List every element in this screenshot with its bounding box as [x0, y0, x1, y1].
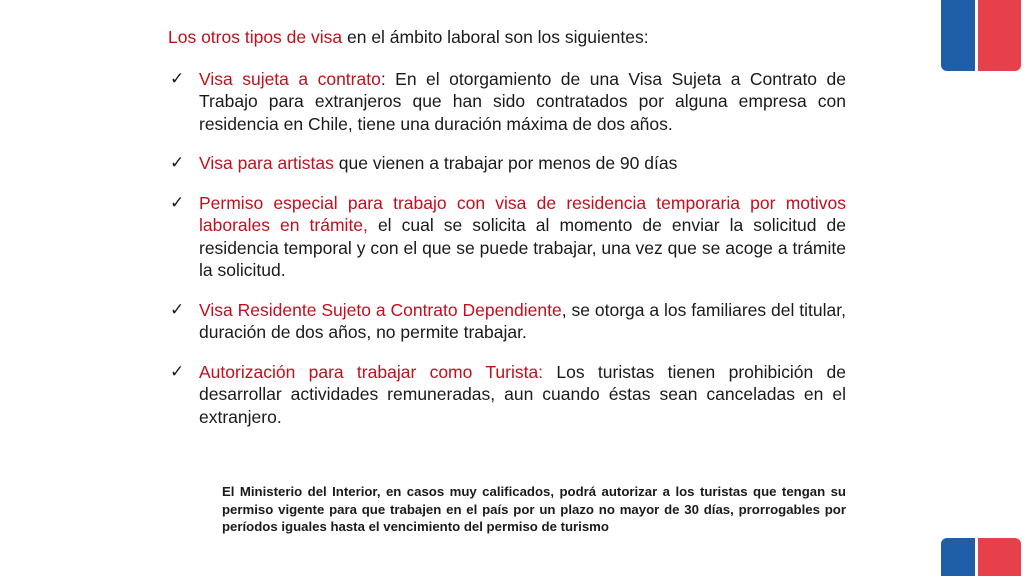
list-item-visa-artistas [168, 152, 846, 175]
list-item-permiso-especial [168, 192, 846, 282]
check-icon: ✓ [170, 299, 185, 319]
check-icon: ✓ [170, 192, 185, 212]
item-separator [543, 362, 556, 382]
list-item-visa-residente-dependiente [168, 299, 846, 344]
chile-flag-top-decoration [941, 0, 1021, 71]
slide-content [168, 26, 846, 445]
item-highlight: Visa Residente Sujeto a Contrato Dependiente [199, 299, 562, 320]
item-highlight: Permiso especial para trabajo con visa de residencia temporaria por motivos laborales en trámite, [199, 192, 846, 235]
item-highlight: Autorización para trabajar como Turista: [199, 361, 544, 382]
item-body-text: Los turistas tienen prohibición de desarrollar actividades remuneradas, aun cuando éstas sean canceladas en el extranjero. [199, 361, 846, 427]
check-icon: ✓ [170, 153, 185, 172]
flag-blue-band [941, 538, 975, 576]
check-icon: ✓ [170, 68, 185, 88]
item-tail: . [522, 322, 527, 342]
item-body-text: que vienen a trabajar por menos de 90 días [338, 153, 678, 173]
check-icon: ✓ [170, 361, 185, 381]
item-emphasis: no permite trabajar [376, 322, 522, 342]
intro-line [168, 26, 846, 49]
item-highlight: Visa para artistas [199, 153, 334, 173]
item-separator [368, 215, 378, 235]
intro-highlight: Los otros tipos de visa [168, 27, 343, 47]
item-body-text: se otorga a los familiares del titular, duración de dos años, [199, 299, 846, 342]
intro-rest: en el ámbito laboral son los siguientes: [342, 27, 649, 47]
item-separator: : [380, 68, 396, 89]
list-item-autorizacion-turista [168, 361, 846, 429]
item-body-text: En el otorgamiento de una Visa Sujeta a Contrato de Trabajo para extranjeros que han sido contratados por alguna empresa con residencia en Chile, tiene una duración máxima de dos años. [199, 68, 846, 134]
list-item-visa-sujeta-contrato [168, 68, 846, 136]
chile-flag-bottom-decoration [941, 538, 1021, 576]
item-body-text: el cual se solicita al momento de enviar la solicitud de residencia temporal y con el que se puede trabajar, una vez que se acoge a trámite la solicitud. [199, 215, 846, 280]
item-highlight: Visa sujeta a contrato [199, 68, 381, 89]
ministerio-note: El Ministerio del Interior, en casos muy calificados, podrá autorizar a los turistas que tengan su permiso vigente para que trabajen en el país por un plazo no mayor de 30 días, prorrogables por períodos iguales hasta el vencimiento del permiso de turismo [222, 484, 846, 534]
flag-red-band [978, 0, 1021, 71]
flag-blue-band [941, 0, 975, 71]
flag-red-band [978, 538, 1021, 576]
item-separator: , [561, 299, 572, 320]
